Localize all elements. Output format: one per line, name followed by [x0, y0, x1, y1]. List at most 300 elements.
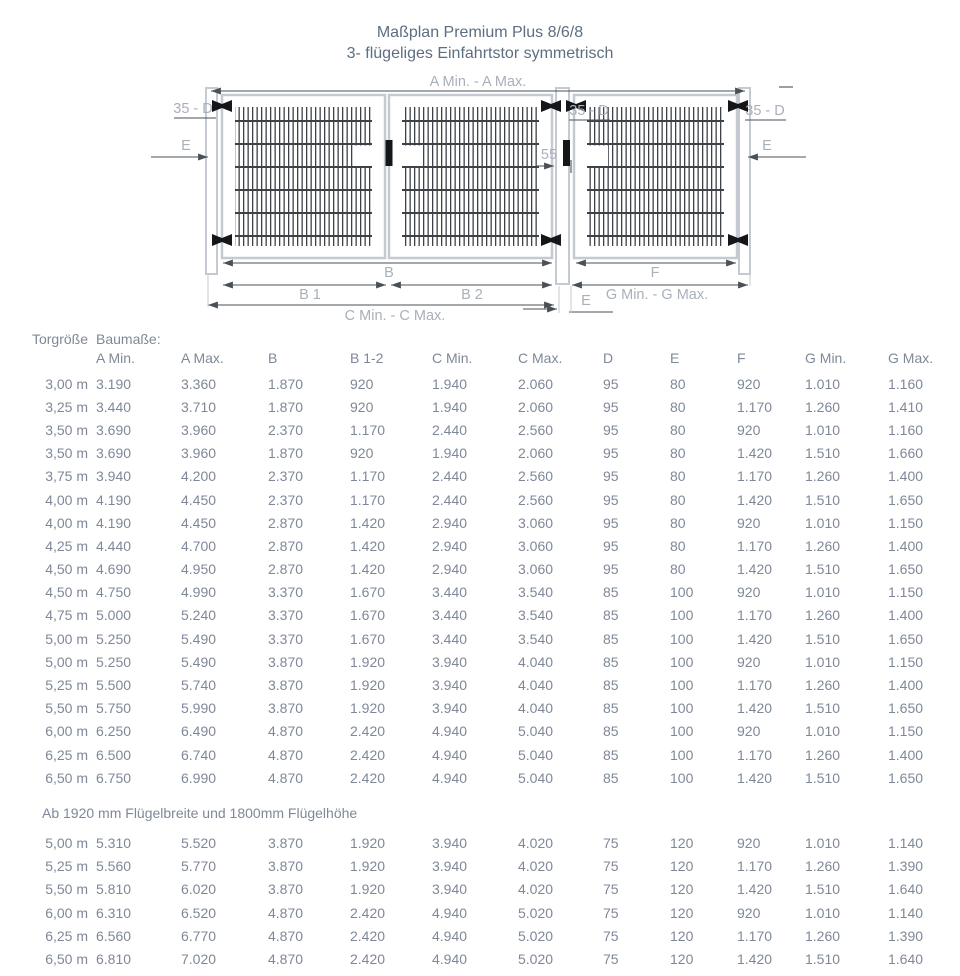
value-cell: 1.010: [805, 653, 841, 670]
label-gap-55: 55: [540, 147, 558, 163]
value-cell: 1.410: [888, 398, 924, 415]
value-cell: 1.420: [737, 700, 773, 717]
value-cell: 100: [670, 700, 694, 717]
value-cell: 1.170: [737, 858, 773, 875]
torgroesse-cell: 5,25 m: [45, 858, 88, 875]
dimension-table: [30, 330, 960, 971]
value-cell: 3.960: [181, 421, 217, 438]
value-cell: 4.940: [432, 723, 468, 740]
value-cell: 75: [603, 927, 619, 944]
value-cell: 1.400: [888, 677, 924, 694]
value-cell: 120: [670, 927, 694, 944]
table-row: [30, 511, 960, 534]
value-cell: 120: [670, 881, 694, 898]
value-cell: 85: [603, 630, 619, 647]
value-cell: 6.560: [96, 927, 132, 944]
value-cell: 1.010: [805, 834, 841, 851]
value-cell: 75: [603, 834, 619, 851]
value-cell: 5.020: [518, 950, 554, 967]
table-row: [30, 558, 960, 581]
torgroesse-cell: 6,50 m: [45, 950, 88, 967]
value-cell: 6.770: [181, 927, 217, 944]
torgroesse-cell: 4,00 m: [45, 491, 88, 508]
value-cell: 3.870: [268, 881, 304, 898]
value-cell: 4.440: [96, 537, 132, 554]
value-cell: 95: [603, 491, 619, 508]
label-d-right: 35 - D: [745, 103, 785, 119]
value-cell: 3.440: [432, 607, 468, 624]
value-cell: 1.170: [350, 491, 386, 508]
value-cell: 3.870: [268, 858, 304, 875]
table-row: [30, 442, 960, 465]
table-row: [30, 418, 960, 441]
value-cell: 80: [670, 491, 686, 508]
value-cell: 1.920: [350, 653, 386, 670]
value-cell: 2.420: [350, 904, 386, 921]
value-cell: 1.010: [805, 514, 841, 531]
baumasse-header: Baumaße:: [96, 331, 161, 347]
value-cell: 4.870: [268, 927, 304, 944]
value-cell: 1.170: [737, 677, 773, 694]
value-cell: 3.870: [268, 653, 304, 670]
value-cell: 1.170: [737, 927, 773, 944]
value-cell: 4.940: [432, 950, 468, 967]
value-cell: 1.920: [350, 858, 386, 875]
torgroesse-cell: 5,25 m: [45, 677, 88, 694]
value-cell: 1.920: [350, 881, 386, 898]
gate-drawing: [0, 64, 960, 324]
value-cell: 1.640: [888, 881, 924, 898]
table-row: [30, 855, 960, 878]
table-row: [30, 901, 960, 924]
value-cell: 95: [603, 561, 619, 578]
page-subtitle: 3- flügeliges Einfahrtstor symmetrisch: [346, 45, 614, 62]
table-row: [30, 627, 960, 650]
label-g-dimension: G Min. - G Max.: [605, 287, 709, 303]
value-cell: 1.510: [805, 769, 841, 786]
value-cell: 3.370: [268, 584, 304, 601]
value-cell: 4.870: [268, 950, 304, 967]
value-cell: 1.150: [888, 584, 924, 601]
value-cell: 1.420: [737, 950, 773, 967]
table-section-large-wings: [30, 831, 960, 970]
value-cell: 3.370: [268, 630, 304, 647]
value-cell: 4.190: [96, 514, 132, 531]
value-cell: 1.150: [888, 653, 924, 670]
value-cell: 6.310: [96, 904, 132, 921]
value-cell: 4.040: [518, 700, 554, 717]
value-cell: 1.510: [805, 881, 841, 898]
table-group-header: [30, 330, 960, 348]
value-cell: 1.650: [888, 561, 924, 578]
torgroesse-cell: 4,50 m: [45, 561, 88, 578]
value-cell: 4.940: [432, 746, 468, 763]
value-cell: 4.450: [181, 514, 217, 531]
label-e-bottom: E: [581, 293, 591, 309]
value-cell: 1.420: [737, 769, 773, 786]
table-row: [30, 766, 960, 789]
col-header-e: E: [670, 349, 680, 366]
value-cell: 1.260: [805, 858, 841, 875]
torgroesse-cell: 6,50 m: [45, 769, 88, 786]
value-cell: 1.920: [350, 834, 386, 851]
value-cell: 3.960: [181, 445, 217, 462]
col-header-c-max: C Max.: [518, 349, 563, 366]
value-cell: 5.040: [518, 723, 554, 740]
value-cell: 100: [670, 677, 694, 694]
value-cell: 4.190: [96, 491, 132, 508]
value-cell: 1.400: [888, 468, 924, 485]
wing-infill: [235, 107, 724, 246]
value-cell: 120: [670, 834, 694, 851]
value-cell: 75: [603, 881, 619, 898]
value-cell: 920: [737, 653, 761, 670]
value-cell: 120: [670, 858, 694, 875]
value-cell: 4.940: [432, 904, 468, 921]
value-cell: 85: [603, 746, 619, 763]
value-cell: 85: [603, 723, 619, 740]
value-cell: 100: [670, 769, 694, 786]
value-cell: 1.400: [888, 537, 924, 554]
value-cell: 3.870: [268, 834, 304, 851]
value-cell: 85: [603, 677, 619, 694]
table-row: [30, 604, 960, 627]
table-row: [30, 581, 960, 604]
value-cell: 1.160: [888, 375, 924, 392]
value-cell: 1.260: [805, 398, 841, 415]
value-cell: 100: [670, 723, 694, 740]
col-header-a-min: A Min.: [96, 349, 135, 366]
value-cell: 5.020: [518, 927, 554, 944]
value-cell: 1.650: [888, 630, 924, 647]
value-cell: 5.040: [518, 769, 554, 786]
value-cell: 80: [670, 514, 686, 531]
label-c-dimension: C Min. - C Max.: [344, 308, 446, 324]
value-cell: 1.670: [350, 607, 386, 624]
value-cell: 2.420: [350, 769, 386, 786]
table-row: [30, 534, 960, 557]
value-cell: 920: [737, 904, 761, 921]
table-row: [30, 395, 960, 418]
value-cell: 1.640: [888, 950, 924, 967]
torgroesse-cell: 3,00 m: [45, 375, 88, 392]
value-cell: 2.370: [268, 491, 304, 508]
value-cell: 4.870: [268, 769, 304, 786]
value-cell: 2.420: [350, 927, 386, 944]
value-cell: 5.520: [181, 834, 217, 851]
value-cell: 1.170: [350, 421, 386, 438]
value-cell: 5.020: [518, 904, 554, 921]
value-cell: 920: [737, 514, 761, 531]
value-cell: 5.250: [96, 630, 132, 647]
value-cell: 4.020: [518, 834, 554, 851]
value-cell: 1.510: [805, 491, 841, 508]
value-cell: 2.440: [432, 421, 468, 438]
table-row: [30, 878, 960, 901]
value-cell: 1.390: [888, 858, 924, 875]
value-cell: 1.650: [888, 700, 924, 717]
value-cell: 1.260: [805, 537, 841, 554]
value-cell: 85: [603, 769, 619, 786]
torgroesse-cell: 3,25 m: [45, 398, 88, 415]
torgroesse-cell: 4,50 m: [45, 584, 88, 601]
label-b: B: [384, 265, 394, 281]
value-cell: 95: [603, 445, 619, 462]
value-cell: 2.560: [518, 421, 554, 438]
value-cell: 4.020: [518, 858, 554, 875]
torgroesse-cell: 5,00 m: [45, 630, 88, 647]
value-cell: 1.010: [805, 584, 841, 601]
value-cell: 1.670: [350, 584, 386, 601]
torgroesse-cell: 3,50 m: [45, 421, 88, 438]
value-cell: 95: [603, 421, 619, 438]
value-cell: 1.650: [888, 491, 924, 508]
torgroesse-cell: 5,00 m: [45, 834, 88, 851]
value-cell: 5.000: [96, 607, 132, 624]
value-cell: 3.870: [268, 700, 304, 717]
value-cell: 920: [737, 421, 761, 438]
value-cell: 2.560: [518, 468, 554, 485]
value-cell: 3.940: [432, 677, 468, 694]
value-cell: 5.240: [181, 607, 217, 624]
col-header-g-min: G Min.: [805, 349, 847, 366]
value-cell: 5.810: [96, 881, 132, 898]
value-cell: 1.920: [350, 700, 386, 717]
table-row: [30, 831, 960, 854]
label-a-dimension: A Min. - A Max.: [429, 74, 527, 90]
value-cell: 7.020: [181, 950, 217, 967]
value-cell: 2.870: [268, 537, 304, 554]
value-cell: 1.940: [432, 398, 468, 415]
value-cell: 2.370: [268, 468, 304, 485]
value-cell: 1.260: [805, 927, 841, 944]
value-cell: 3.060: [518, 537, 554, 554]
value-cell: 100: [670, 746, 694, 763]
value-cell: 1.150: [888, 514, 924, 531]
col-header-d: D: [603, 349, 614, 366]
value-cell: 85: [603, 584, 619, 601]
table-row: [30, 488, 960, 511]
torgroesse-cell: 4,00 m: [45, 514, 88, 531]
value-cell: 1.260: [805, 677, 841, 694]
table-row: [30, 650, 960, 673]
value-cell: 1.870: [268, 398, 304, 415]
table-row: [30, 720, 960, 743]
value-cell: 6.500: [96, 746, 132, 763]
value-cell: 3.710: [181, 398, 217, 415]
value-cell: 4.870: [268, 904, 304, 921]
value-cell: 5.750: [96, 700, 132, 717]
value-cell: 6.250: [96, 723, 132, 740]
value-cell: 100: [670, 607, 694, 624]
value-cell: 80: [670, 445, 686, 462]
label-b2: B 2: [461, 287, 483, 303]
value-cell: 5.770: [181, 858, 217, 875]
label-e-right: E: [762, 138, 772, 154]
value-cell: 4.870: [268, 723, 304, 740]
value-cell: 3.060: [518, 561, 554, 578]
value-cell: 1.510: [805, 950, 841, 967]
col-header-a-max: A Max.: [181, 349, 224, 366]
value-cell: 6.020: [181, 881, 217, 898]
value-cell: 1.660: [888, 445, 924, 462]
value-cell: 5.310: [96, 834, 132, 851]
value-cell: 1.150: [888, 723, 924, 740]
label-d-left: 35 - D: [173, 101, 213, 117]
torgroesse-header: Torgröße: [31, 331, 88, 347]
value-cell: 1.170: [737, 398, 773, 415]
value-cell: 2.940: [432, 537, 468, 554]
value-cell: 1.510: [805, 445, 841, 462]
value-cell: 1.260: [805, 607, 841, 624]
value-cell: 920: [350, 375, 374, 392]
value-cell: 1.420: [350, 561, 386, 578]
value-cell: 3.690: [96, 445, 132, 462]
value-cell: 1.510: [805, 561, 841, 578]
value-cell: 5.250: [96, 653, 132, 670]
value-cell: 4.700: [181, 537, 217, 554]
value-cell: 920: [737, 723, 761, 740]
table-row: [30, 924, 960, 947]
value-cell: 2.940: [432, 561, 468, 578]
value-cell: 3.360: [181, 375, 217, 392]
value-cell: 75: [603, 950, 619, 967]
value-cell: 5.500: [96, 677, 132, 694]
label-f: F: [650, 265, 660, 281]
value-cell: 4.870: [268, 746, 304, 763]
value-cell: 80: [670, 537, 686, 554]
value-cell: 1.160: [888, 421, 924, 438]
value-cell: 5.490: [181, 653, 217, 670]
value-cell: 920: [350, 398, 374, 415]
torgroesse-cell: 3,50 m: [45, 445, 88, 462]
value-cell: 3.940: [432, 700, 468, 717]
value-cell: 3.190: [96, 375, 132, 392]
col-header-c-min: C Min.: [432, 349, 473, 366]
value-cell: 1.420: [737, 445, 773, 462]
value-cell: 1.010: [805, 723, 841, 740]
value-cell: 3.370: [268, 607, 304, 624]
value-cell: 1.010: [805, 904, 841, 921]
value-cell: 1.650: [888, 769, 924, 786]
title-block: [0, 0, 960, 64]
value-cell: 2.870: [268, 561, 304, 578]
value-cell: 2.060: [518, 398, 554, 415]
value-cell: 2.370: [268, 421, 304, 438]
col-header-g-max: G Max.: [888, 349, 934, 366]
value-cell: 1.920: [350, 677, 386, 694]
value-cell: 75: [603, 858, 619, 875]
value-cell: 1.400: [888, 746, 924, 763]
torgroesse-cell: 6,25 m: [45, 746, 88, 763]
value-cell: 6.990: [181, 769, 217, 786]
value-cell: 3.540: [518, 607, 554, 624]
col-header-b12: B 1-2: [350, 349, 384, 366]
table-row: [30, 465, 960, 488]
table-column-headers: [30, 348, 960, 367]
value-cell: 5.040: [518, 746, 554, 763]
value-cell: 75: [603, 904, 619, 921]
value-cell: 3.440: [432, 584, 468, 601]
value-cell: 4.020: [518, 881, 554, 898]
value-cell: 80: [670, 561, 686, 578]
value-cell: 2.420: [350, 950, 386, 967]
value-cell: 4.950: [181, 561, 217, 578]
value-cell: 80: [670, 398, 686, 415]
value-cell: 3.690: [96, 421, 132, 438]
value-cell: 95: [603, 398, 619, 415]
value-cell: 3.940: [432, 834, 468, 851]
value-cell: 3.940: [432, 653, 468, 670]
value-cell: 1.870: [268, 375, 304, 392]
table-section-standard: [30, 372, 960, 789]
col-header-f: F: [737, 349, 746, 366]
torgroesse-cell: 6,00 m: [45, 904, 88, 921]
value-cell: 80: [670, 375, 686, 392]
torgroesse-cell: 4,75 m: [45, 607, 88, 624]
table-row: [30, 947, 960, 970]
value-cell: 3.940: [432, 858, 468, 875]
value-cell: 100: [670, 630, 694, 647]
value-cell: 95: [603, 514, 619, 531]
value-cell: 1.170: [737, 607, 773, 624]
value-cell: 100: [670, 584, 694, 601]
col-header-b: B: [268, 349, 278, 366]
value-cell: 5.990: [181, 700, 217, 717]
value-cell: 1.510: [805, 630, 841, 647]
value-cell: 5.740: [181, 677, 217, 694]
value-cell: 100: [670, 653, 694, 670]
value-cell: 2.060: [518, 375, 554, 392]
page-title: Maßplan Premium Plus 8/6/8: [376, 24, 584, 41]
value-cell: 6.750: [96, 769, 132, 786]
value-cell: 95: [603, 537, 619, 554]
value-cell: 1.400: [888, 607, 924, 624]
value-cell: 80: [670, 421, 686, 438]
value-cell: 95: [603, 375, 619, 392]
value-cell: 5.490: [181, 630, 217, 647]
value-cell: 920: [737, 375, 761, 392]
value-cell: 6.810: [96, 950, 132, 967]
torgroesse-cell: 6,00 m: [45, 723, 88, 740]
value-cell: 5.560: [96, 858, 132, 875]
value-cell: 4.450: [181, 491, 217, 508]
torgroesse-cell: 5,00 m: [45, 653, 88, 670]
value-cell: 1.420: [737, 630, 773, 647]
value-cell: 4.990: [181, 584, 217, 601]
value-cell: 4.940: [432, 927, 468, 944]
value-cell: 3.440: [96, 398, 132, 415]
table-row: [30, 743, 960, 766]
value-cell: 1.390: [888, 927, 924, 944]
value-cell: 4.040: [518, 677, 554, 694]
value-cell: 85: [603, 607, 619, 624]
value-cell: 1.420: [737, 491, 773, 508]
value-cell: 1.140: [888, 904, 924, 921]
torgroesse-cell: 3,75 m: [45, 468, 88, 485]
value-cell: 2.870: [268, 514, 304, 531]
value-cell: 3.870: [268, 677, 304, 694]
value-cell: 2.420: [350, 723, 386, 740]
value-cell: 1.420: [350, 514, 386, 531]
torgroesse-cell: 5,50 m: [45, 700, 88, 717]
value-cell: 1.870: [268, 445, 304, 462]
value-cell: 920: [350, 445, 374, 462]
label-d-mid: 35 - D: [569, 103, 609, 119]
value-cell: 2.440: [432, 491, 468, 508]
value-cell: 1.140: [888, 834, 924, 851]
value-cell: 2.440: [432, 468, 468, 485]
